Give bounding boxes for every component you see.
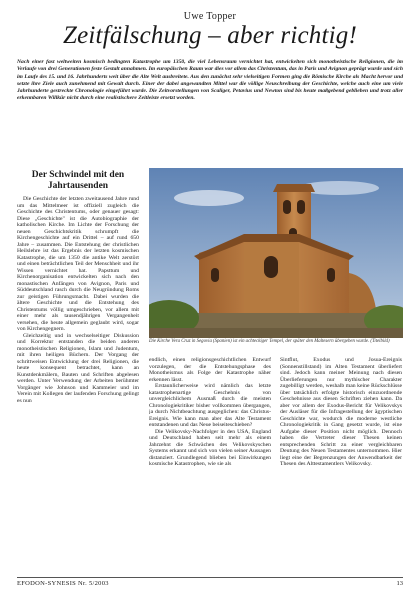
column-left — [17, 170, 139, 572]
body-paragraph: endlich, einen religionsgeschichtlichen Entwurf vorzulegen, der die Entstehungsphase des Monotheismus als Folge der Katastrophe näher erkennen lässt. — [149, 357, 271, 383]
body-paragraph: Die Velikovsky-Nachfolger in den USA, England und Deutschland haben seit mehr als einem Jahrzehnt die Schwächen des Velikovskyschen Systems erkannt und sich von vielen seiner Aussagen distanziert. Grundlegend blieben bei Einwirkungen kosmische Katastrophen, wie sie als — [149, 428, 271, 467]
author-name: Uwe Topper — [183, 11, 237, 22]
body-paragraph: Sintflut, Exodus und Josua-Ereignis (Sonnenstillstand) im Alten Testament überliefert sind. Jedoch kann meiner Meinung nach diesen Überlieferungen nur mythischer Charakter zugebilligt werden, weshalb man keine Rückschlüsse über tatsächlich erfolgte historisch einzuordnende Geschehnisse aus diesen Schriften ziehen kann. Da aber vor allem der Exodus-Bericht für Velikovskys der Ausläser für die Infragestellung der ägyptischen Geschichte war, wodurch die moderne westliche Chronologiekritik in Gang gesetzt wurde, ist eine Aufgabe dieser Position nicht möglich. Dennoch haben die Vertreter dieser Thesen keinen entsprechenden Schritt zu einer vergleichbaren Deutung des Neuen Testamentes unternommen. Hier liegt eine der Begrenzungen der Anwendbarkeit der Thesen des Alttestamentlers Velikovsky. — [280, 357, 402, 467]
journal-issue: EFODON-SYNESIS Nr. 5/2003 — [17, 580, 109, 587]
page-number: 13 — [396, 580, 403, 587]
section-heading: Der Schwindel mit den Jahrtausenden — [31, 170, 125, 191]
church-photo — [149, 168, 403, 338]
body-paragraph: Erstaunlicherweise wird nämlich das letzte katastrophenartige Geschehnis von unvergleichlichem Ausmaß durch die meisten Chronologiekritiker bisher vollkommen übergangen, ja durch Nichtbeachtung ausgeglichen: das Christus-Ereignis. Wie kann man aber das Alte Testament entstandenen und das Neue beiseiteschieben? — [149, 383, 271, 428]
body-paragraph: Gleichzeitig und in wechselseitiger Diskussion und Korrektur entstanden die beiden anderen monotheistischen Religionen, Islam und Judentum, mit ihren heiligen Büchern. Der Vorgang der schrittweisen Entwicklung der drei Religionen, die heute konsequent betrachtet, kann an Kunstdenkmälern, Bauten und Schriften abgelesen werden. Unter Verwendung der Arbeiten berühmter Vorgänger wie Johnson und Kammeier und im Verein mit Kollegen der laufenden Forschung gelingt es nun — [17, 332, 139, 404]
lead-paragraph: Nach einer fast weltweiten kosmisch bedingten Katastrophe um 1350, die viel Lebensraum vernichtet hat, entwickelten sich monotheistische Religionen, die im Verlaufe von drei Generationen feste Gestalt annahmen. Im europäischen Raum war dies vor allem das Christentum, das in Paris und Avignon geprägt wurde und sich im Laufe des 15. und 16. Jahrhunderts weit über die Alte Welt ausbreitete. Aus den zunächst sehr vielseitigen Formen ging die Römische Kirche als Macht hervor und setzte ihre Ziele auch zunehmend mit Gewalt durch. Einer der dabei angewandten Mittel war die völlige Neuschreibung der Geschichte, welche auch eine um viele Jahrhunderte gestreckte Chronologie eingeführt wurde. Die Zeitvorstellungen von Scaliger, Petavius und Newton sind bis heute maßgebend geblieben und trotz aller erkennbaren Willkür nicht durch eine realistischere Zeitleiste ersetzt worden. — [17, 59, 403, 102]
column-right — [280, 357, 402, 571]
article-title: Zeitfälschung – aber richtig! — [63, 22, 357, 49]
column-middle — [149, 357, 271, 571]
footer-divider — [17, 577, 403, 578]
photo-caption: Die Kirche Vera Cruz in Segovia (Spanien) ist ein achteckiger Tempel, der später den Maltesern übergeben wurde. (Titelbild) — [149, 339, 390, 344]
body-paragraph: Die Geschichte der letzten zweitausend Jahre rund um das Mittelmeer ist offiziell zugleich die Geschichte des Christentums, oder genauer gesagt: Diese „Geschichte" ist die Autobiographie der katholischen Kirche. Im Lichte der Forschung der neuen Geschichtskritik schrumpft die Kirchengeschichte auf ein Drittel – auf rund 650 Jahre – zusammen. Die Entstehung der christlichen Heilslehre ist das Ergebnis der letzten kosmischen Katastrophe, die um 1350 die antike Welt zerstört und einen beträchtlichen Teil der Menschheit und ihr Wissen vernichtet hat. Papsttum und Kirchenorganisation entwickelten sich nach den monastischen Anfängen von Avignon, Paris und Süddeutschland rasch durch die Neugründung Roms zur geistigen Führungsmacht. Dabei wurden die ältere Geschichte und die Entstehung des Christentums völlig umgeschrieben, vor allem mit einer mehr als tausendjährigen Vergangenheit versehen, die heute allgemein geglaubt wird, sogar von Kirchengegnern. — [17, 196, 139, 332]
